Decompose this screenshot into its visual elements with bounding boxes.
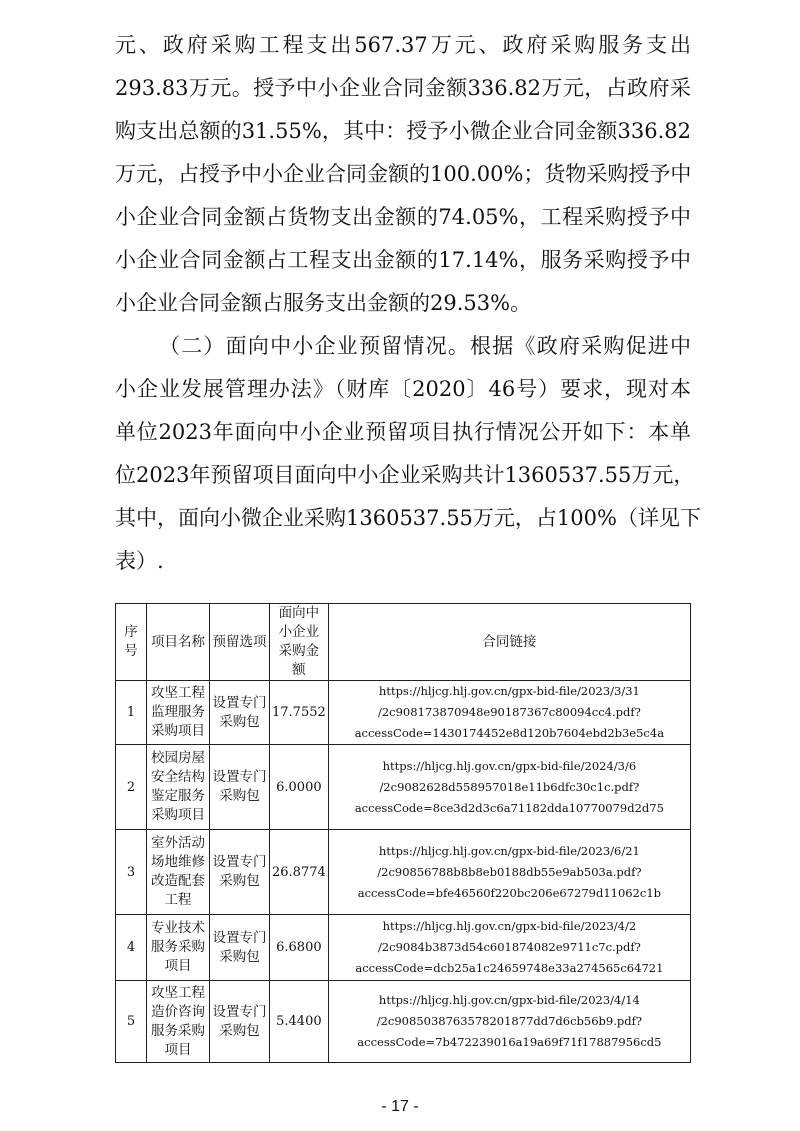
row-seq: 1 [116, 681, 147, 745]
text-line: 小企业发展管理办法》（财库〔2020〕46号）要求，现对本 [115, 377, 691, 401]
row-contract-link[interactable] [328, 915, 690, 981]
row-project-name: 专业技术服务采购项目 [147, 915, 210, 981]
row-seq: 2 [116, 745, 147, 830]
header-option: 预留选项 [210, 604, 270, 681]
text-line: 购支出总额的31.55%，其中：授予小微企业合同金额336.82 [115, 119, 691, 143]
link-line[interactable]: accessCode=7b472239016a19a69f71f17887956cd5 [357, 1035, 662, 1049]
link-line[interactable]: /2c90856788b8b8eb0188db55e9ab503a.pdf? [377, 864, 642, 879]
row-seq: 4 [116, 915, 147, 981]
header-seq: 序号 [116, 604, 147, 681]
text-line: 其中，面向小微企业采购1360537.55万元，占100%（详见下 [115, 506, 701, 530]
row-option: 设置专门采购包 [210, 981, 270, 1063]
page-number: - 17 - [381, 1098, 419, 1115]
section-heading-line: （二）面向中小企业预留情况。根据《政府采购促进中 [159, 334, 691, 358]
text-line: 万元，占授予中小企业合同金额的100.00%；货物采购授予中 [115, 162, 692, 186]
link-line[interactable]: /2c9085038763578201877dd7d6cb56b9.pdf? [376, 1014, 643, 1028]
row-amount: 26.8774 [270, 830, 329, 915]
header-link: 合同链接 [328, 604, 690, 681]
link-line[interactable]: /2c908173870948e90187367c80094cc4.pdf? [377, 705, 641, 719]
header-amount: 面向中小企业采购金额 [270, 604, 329, 681]
text-line: 单位2023年面向中小企业预留项目执行情况公开如下：本单 [115, 420, 691, 444]
link-line[interactable]: https://hljcg.hlj.gov.cn/gpx-bid-file/2023/4/14 [378, 993, 640, 1007]
reserved-projects-table [115, 603, 691, 1063]
text-line: 小企业合同金额占工程支出金额的17.14%，服务采购授予中 [115, 248, 691, 272]
table-row [116, 681, 691, 745]
text-line: 小企业合同金额占货物支出金额的74.05%，工程采购授予中 [115, 205, 691, 229]
row-amount: 6.6800 [270, 915, 329, 981]
row-contract-link[interactable] [328, 981, 690, 1063]
row-project-name: 室外活动场地维修改造配套工程 [147, 830, 210, 915]
header-name: 项目名称 [147, 604, 210, 681]
row-seq: 5 [116, 981, 147, 1063]
link-line[interactable]: accessCode=1430174452e8d120b7604ebd2b3e5c4a [354, 726, 665, 740]
text-line: 293.83万元。授予中小企业合同金额336.82万元，占政府采 [115, 76, 691, 100]
row-contract-link[interactable] [328, 745, 690, 830]
row-project-name: 攻坚工程监理服务采购项目 [147, 681, 210, 745]
link-line[interactable]: https://hljcg.hlj.gov.cn/gpx-bid-file/2024/3/6 [382, 758, 637, 773]
row-option: 设置专门采购包 [210, 681, 270, 745]
text-line: 小企业合同金额占服务支出金额的29.53%。 [115, 291, 532, 315]
body-text [115, 24, 701, 583]
text-line: 位2023年预留项目面向中小企业采购共计1360537.55万元， [115, 463, 695, 487]
text-line: 表）. [115, 549, 164, 573]
row-project-name: 校园房屋安全结构鉴定服务采购项目 [147, 745, 210, 830]
row-amount: 5.4400 [270, 981, 329, 1063]
row-seq: 3 [116, 830, 147, 915]
table-row [116, 745, 691, 830]
link-line[interactable]: accessCode=8ce3d2d3c6a71182dda10770079d2d75 [354, 800, 664, 815]
row-contract-link[interactable] [328, 681, 690, 745]
row-option: 设置专门采购包 [210, 745, 270, 830]
row-option: 设置专门采购包 [210, 830, 270, 915]
table-header-row [116, 604, 691, 681]
row-amount: 6.0000 [270, 745, 329, 830]
link-line[interactable]: https://hljcg.hlj.gov.cn/gpx-bid-file/2023/6/21 [378, 843, 640, 858]
link-line[interactable]: https://hljcg.hlj.gov.cn/gpx-bid-file/2023/3/31 [378, 684, 640, 698]
row-amount: 17.7552 [270, 681, 329, 745]
table-row [116, 981, 691, 1063]
table-row [116, 915, 691, 981]
link-line[interactable]: accessCode=bfe46560f220bc206e67279d11062c1b [357, 885, 662, 900]
text-line: 元、政府采购工程支出567.37万元、政府采购服务支出 [115, 33, 691, 57]
link-line[interactable]: /2c9082628d558957018e11b6dfc30c1c.pdf? [379, 779, 640, 794]
table-row [116, 830, 691, 915]
link-line[interactable]: https://hljcg.hlj.gov.cn/gpx-bid-file/2023/4/2 [382, 919, 637, 933]
link-line[interactable]: /2c9084b3873d54c601874082e9711c7c.pdf? [377, 940, 641, 954]
link-line[interactable]: accessCode=dcb25a1c24659748e33a274565c64721 [355, 961, 664, 975]
row-project-name: 攻坚工程造价咨询服务采购项目 [147, 981, 210, 1063]
row-contract-link[interactable] [328, 830, 690, 915]
row-option: 设置专门采购包 [210, 915, 270, 981]
